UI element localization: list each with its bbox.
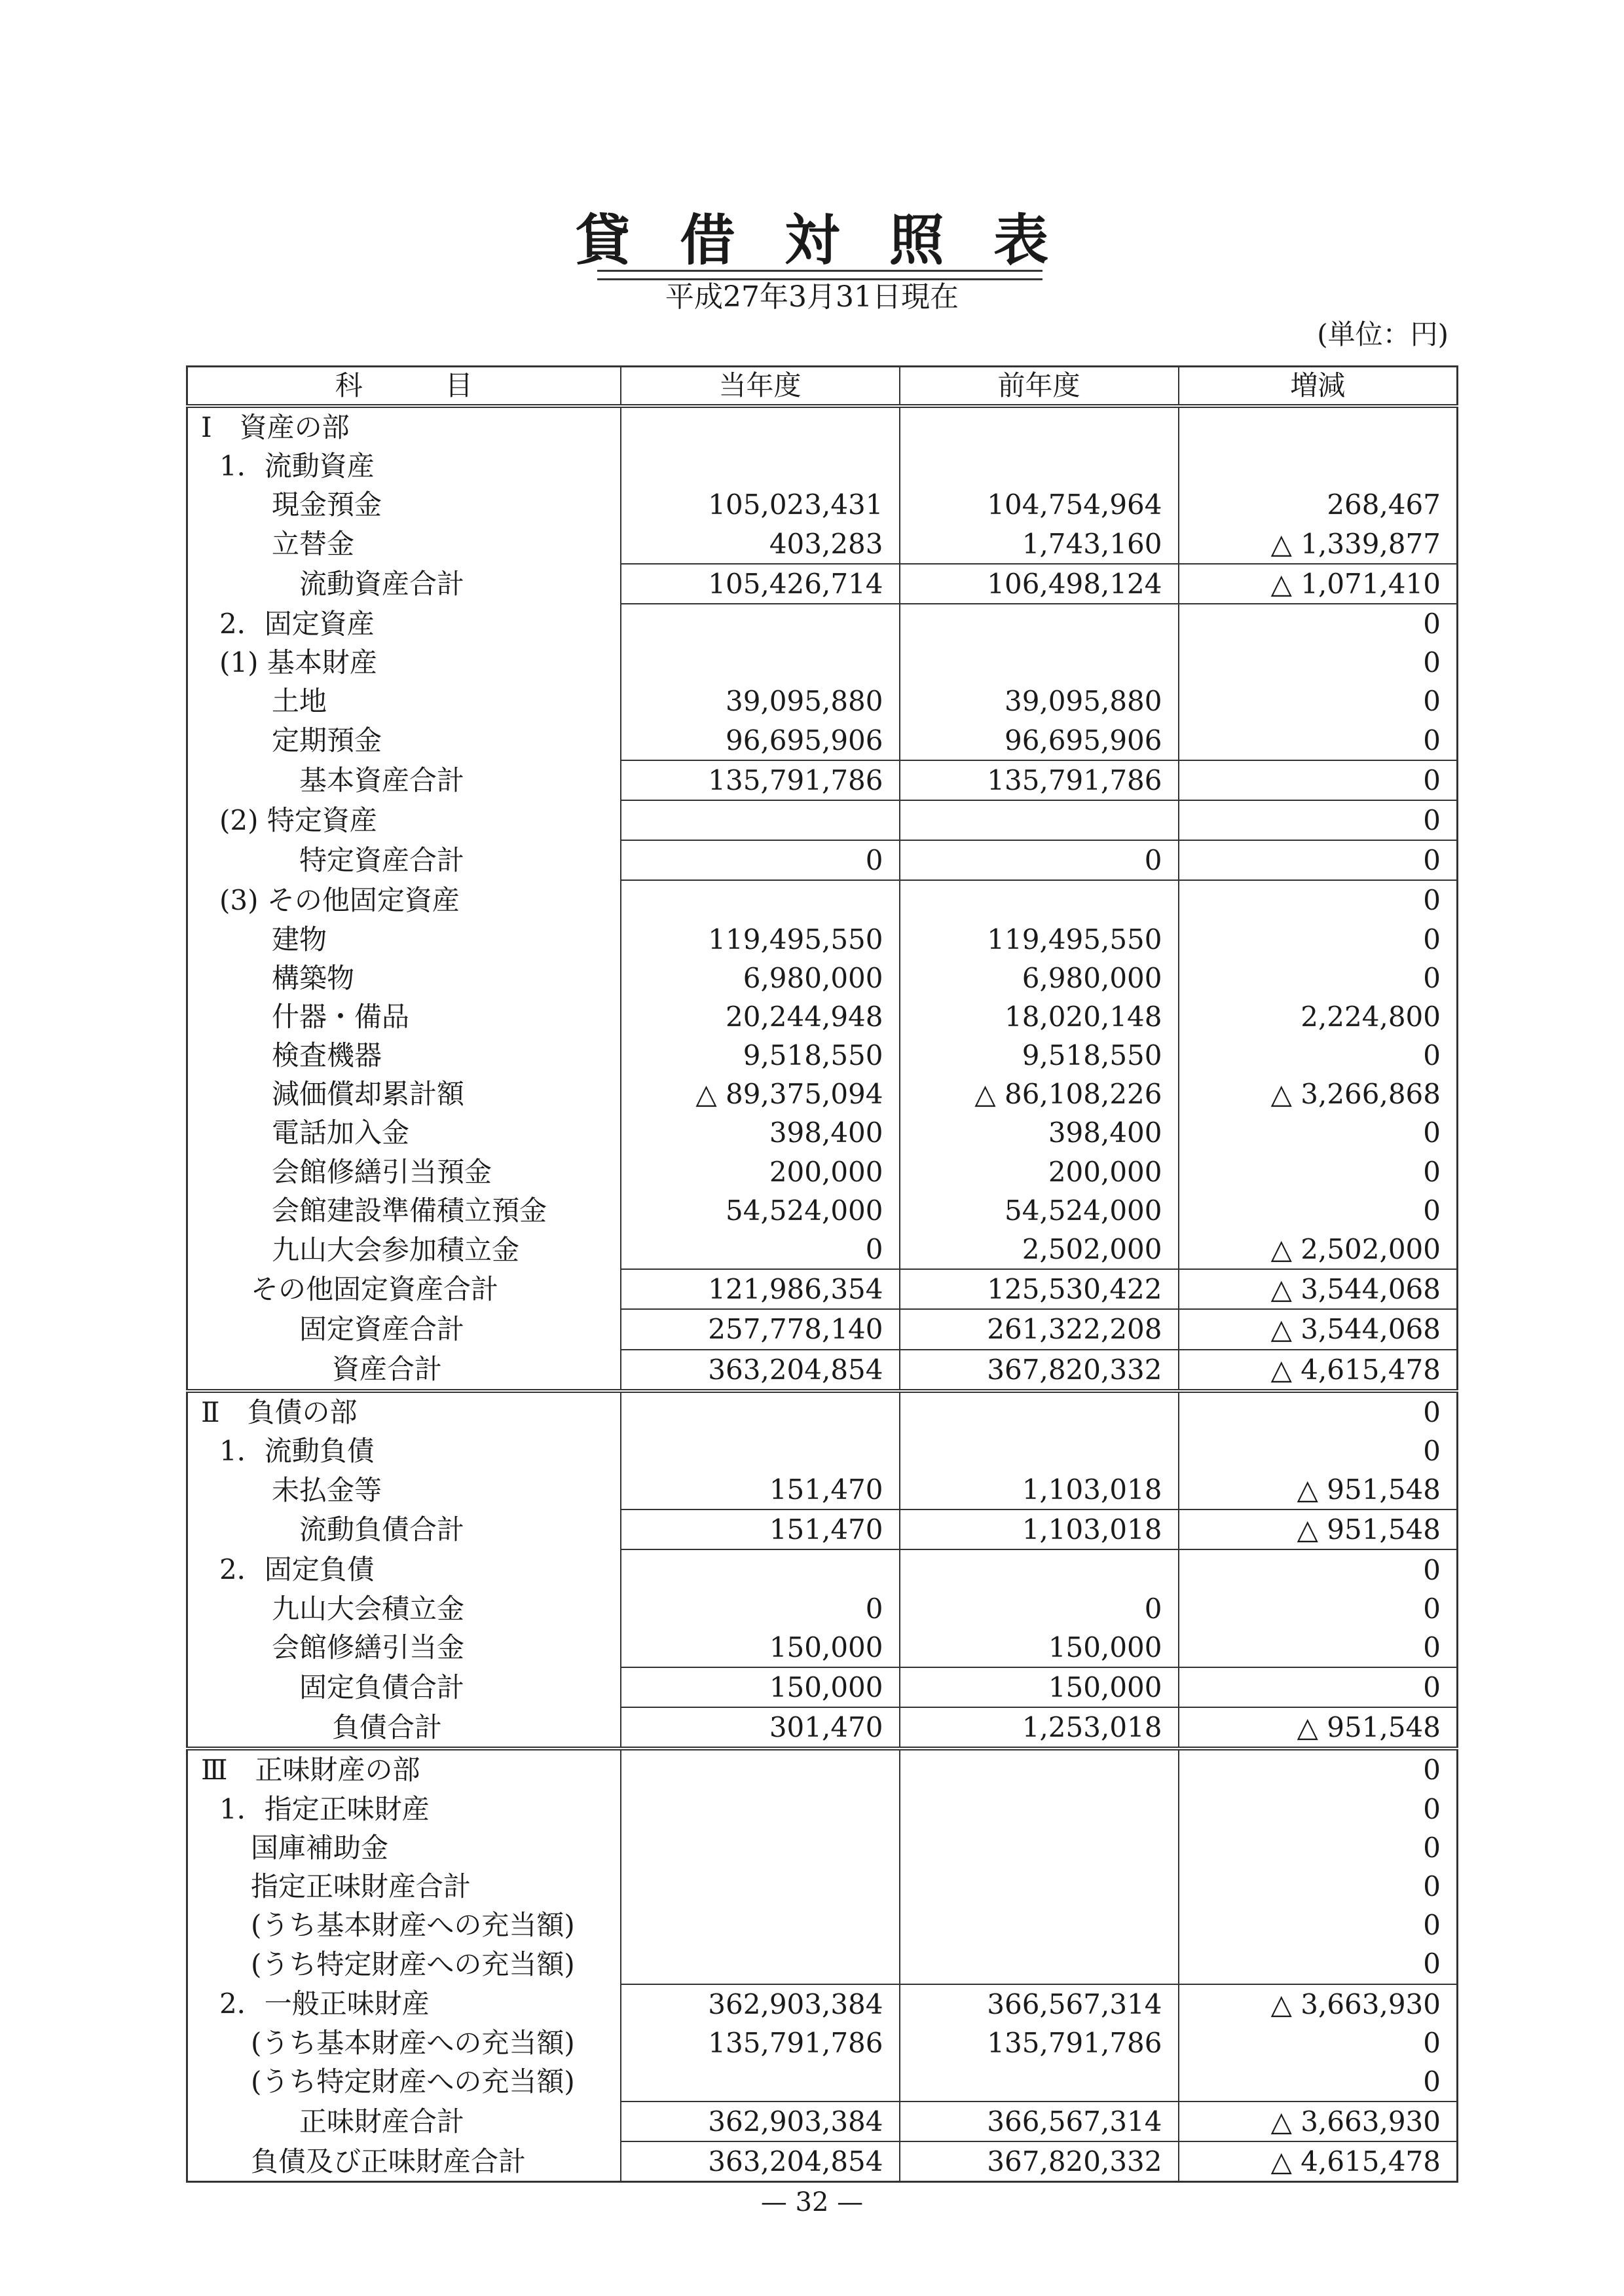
table-row — [187, 1432, 1458, 1470]
change-cell: 0 — [1179, 880, 1458, 919]
previous-year-cell: 96,695,906 — [900, 721, 1179, 760]
table-row — [187, 682, 1458, 720]
current-year-cell: 362,903,384 — [621, 2102, 900, 2141]
table-row — [187, 1790, 1458, 1828]
account-cell: (2) 特定資産 — [187, 800, 621, 840]
change-cell: △ 4,615,478 — [1179, 2141, 1458, 2182]
current-year-cell — [621, 1828, 900, 1867]
account-cell: 流動資産合計 — [187, 564, 621, 604]
account-cell: 構築物 — [187, 959, 621, 997]
table-row — [187, 1549, 1458, 1589]
table-row — [187, 564, 1458, 604]
change-cell: 0 — [1179, 1153, 1458, 1191]
account-cell: 特定資産合計 — [187, 840, 621, 880]
account-cell: 減価償却累計額 — [187, 1075, 621, 1113]
change-cell: △ 1,071,410 — [1179, 564, 1458, 604]
change-cell — [1179, 406, 1458, 447]
account-cell: 資産合計 — [187, 1350, 621, 1391]
account-cell: 立替金 — [187, 525, 621, 564]
previous-year-cell: 18,020,148 — [900, 997, 1179, 1036]
change-cell — [1179, 447, 1458, 485]
current-year-cell: 54,524,000 — [621, 1191, 900, 1230]
account-cell: 定期預金 — [187, 721, 621, 760]
table-row — [187, 840, 1458, 880]
previous-year-cell: 135,791,786 — [900, 2024, 1179, 2062]
account-cell: 国庫補助金 — [187, 1828, 621, 1867]
previous-year-cell: 0 — [900, 1589, 1179, 1628]
current-year-cell — [621, 880, 900, 919]
table-row — [187, 1075, 1458, 1113]
account-cell: (うち特定財産への充当額) — [187, 1944, 621, 1984]
current-year-cell: 135,791,786 — [621, 760, 900, 800]
account-cell: 2．固定資産 — [187, 604, 621, 643]
page-number: — 32 — — [760, 2187, 864, 2217]
change-cell: △ 3,544,068 — [1179, 1309, 1458, 1349]
previous-year-cell — [900, 2062, 1179, 2102]
previous-year-cell: 261,322,208 — [900, 1309, 1179, 1349]
table-row — [187, 1230, 1458, 1269]
previous-year-cell: 1,103,018 — [900, 1509, 1179, 1549]
table-row — [187, 1309, 1458, 1349]
current-year-cell: 6,980,000 — [621, 959, 900, 997]
change-cell: 0 — [1179, 1667, 1458, 1707]
table-row — [187, 1470, 1458, 1509]
account-cell: 会館修繕引当金 — [187, 1628, 621, 1667]
change-cell: 0 — [1179, 1113, 1458, 1152]
account-cell: Ⅰ 資産の部 — [187, 406, 621, 447]
report-date: 平成27年3月31日現在 — [665, 280, 959, 314]
current-year-cell — [621, 1944, 900, 1984]
change-cell: △ 3,663,930 — [1179, 1984, 1458, 2024]
current-year-cell — [621, 2062, 900, 2102]
previous-year-cell — [900, 447, 1179, 485]
change-cell: 0 — [1179, 1867, 1458, 1906]
table-body — [187, 406, 1458, 2182]
change-cell: 0 — [1179, 1432, 1458, 1470]
previous-year-cell: 9,518,550 — [900, 1036, 1179, 1075]
title-underline — [597, 270, 1043, 280]
previous-year-cell: 150,000 — [900, 1667, 1179, 1707]
current-year-cell — [621, 1790, 900, 1828]
previous-year-cell: 6,980,000 — [900, 959, 1179, 997]
change-cell: 0 — [1179, 604, 1458, 643]
account-cell: 電話加入金 — [187, 1113, 621, 1152]
header-change: 増減 — [1179, 367, 1458, 407]
change-cell: 0 — [1179, 643, 1458, 682]
change-cell: △ 3,266,868 — [1179, 1075, 1458, 1113]
table-row — [187, 2024, 1458, 2062]
current-year-cell — [621, 1391, 900, 1432]
table-row — [187, 1828, 1458, 1867]
current-year-cell: 20,244,948 — [621, 997, 900, 1036]
change-cell: 0 — [1179, 1191, 1458, 1230]
current-year-cell — [621, 1549, 900, 1589]
table-row — [187, 447, 1458, 485]
previous-year-cell: 104,754,964 — [900, 485, 1179, 524]
current-year-cell: 363,204,854 — [621, 2141, 900, 2182]
current-year-cell — [621, 447, 900, 485]
account-cell: (うち特定財産への充当額) — [187, 2062, 621, 2102]
account-cell: 流動負債合計 — [187, 1509, 621, 1549]
current-year-cell: 257,778,140 — [621, 1309, 900, 1349]
previous-year-cell: 106,498,124 — [900, 564, 1179, 604]
table-row — [187, 721, 1458, 760]
unit-label: (単位：円) — [1317, 318, 1449, 350]
header-current-year: 当年度 — [621, 367, 900, 407]
previous-year-cell — [900, 1906, 1179, 1944]
previous-year-cell: 39,095,880 — [900, 682, 1179, 720]
current-year-cell: 119,495,550 — [621, 919, 900, 958]
current-year-cell: 150,000 — [621, 1628, 900, 1667]
current-year-cell — [621, 406, 900, 447]
previous-year-cell: 54,524,000 — [900, 1191, 1179, 1230]
current-year-cell: 363,204,854 — [621, 1350, 900, 1391]
previous-year-cell — [900, 1549, 1179, 1589]
account-cell: 負債及び正味財産合計 — [187, 2141, 621, 2182]
current-year-cell — [621, 1432, 900, 1470]
account-cell: 指定正味財産合計 — [187, 1867, 621, 1906]
previous-year-cell: 200,000 — [900, 1153, 1179, 1191]
table-row — [187, 1350, 1458, 1391]
account-cell: (うち基本財産への充当額) — [187, 1906, 621, 1944]
account-cell: (うち基本財産への充当額) — [187, 2024, 621, 2062]
account-cell: 2．固定負債 — [187, 1549, 621, 1589]
table-row — [187, 997, 1458, 1036]
previous-year-cell — [900, 1828, 1179, 1867]
account-cell: 固定負債合計 — [187, 1667, 621, 1707]
previous-year-cell: 119,495,550 — [900, 919, 1179, 958]
change-cell: △ 3,663,930 — [1179, 2102, 1458, 2141]
current-year-cell: 150,000 — [621, 1667, 900, 1707]
account-cell: 建物 — [187, 919, 621, 958]
change-cell: △ 2,502,000 — [1179, 1230, 1458, 1269]
account-cell: 未払金等 — [187, 1470, 621, 1509]
table-row — [187, 2141, 1458, 2182]
current-year-cell: 398,400 — [621, 1113, 900, 1152]
change-cell: △ 951,548 — [1179, 1707, 1458, 1749]
table-row — [187, 1269, 1458, 1309]
account-cell: 1．流動資産 — [187, 447, 621, 485]
change-cell: △ 4,615,478 — [1179, 1350, 1458, 1391]
previous-year-cell: 2,502,000 — [900, 1230, 1179, 1269]
current-year-cell — [621, 1749, 900, 1789]
current-year-cell: 151,470 — [621, 1509, 900, 1549]
account-cell: 検査機器 — [187, 1036, 621, 1075]
change-cell: 268,467 — [1179, 485, 1458, 524]
table-row — [187, 2102, 1458, 2141]
change-cell: 0 — [1179, 2024, 1458, 2062]
current-year-cell: 0 — [621, 1589, 900, 1628]
previous-year-cell: 366,567,314 — [900, 1984, 1179, 2024]
account-cell: 現金預金 — [187, 485, 621, 524]
previous-year-cell: 366,567,314 — [900, 2102, 1179, 2141]
previous-year-cell — [900, 880, 1179, 919]
current-year-cell: 403,283 — [621, 525, 900, 564]
table-row — [187, 1036, 1458, 1075]
account-cell: 固定資産合計 — [187, 1309, 621, 1349]
account-cell: その他固定資産合計 — [187, 1269, 621, 1309]
previous-year-cell: 135,791,786 — [900, 760, 1179, 800]
change-cell: 0 — [1179, 1944, 1458, 1984]
previous-year-cell: △ 86,108,226 — [900, 1075, 1179, 1113]
account-cell: Ⅲ 正味財産の部 — [187, 1749, 621, 1789]
change-cell: 0 — [1179, 840, 1458, 880]
table-row — [187, 800, 1458, 840]
change-cell: △ 3,544,068 — [1179, 1269, 1458, 1309]
change-cell: 0 — [1179, 682, 1458, 720]
previous-year-cell — [900, 1867, 1179, 1906]
current-year-cell: 362,903,384 — [621, 1984, 900, 2024]
current-year-cell — [621, 800, 900, 840]
change-cell: △ 1,339,877 — [1179, 525, 1458, 564]
change-cell: 0 — [1179, 1906, 1458, 1944]
current-year-cell: 39,095,880 — [621, 682, 900, 720]
change-cell: 2,224,800 — [1179, 997, 1458, 1036]
change-cell: △ 951,548 — [1179, 1509, 1458, 1549]
previous-year-cell: 1,743,160 — [900, 525, 1179, 564]
table-row — [187, 485, 1458, 524]
current-year-cell: 301,470 — [621, 1707, 900, 1749]
table-row — [187, 880, 1458, 919]
current-year-cell: 105,023,431 — [621, 485, 900, 524]
change-cell: 0 — [1179, 721, 1458, 760]
current-year-cell: 96,695,906 — [621, 721, 900, 760]
change-cell: 0 — [1179, 2062, 1458, 2102]
table-row — [187, 1984, 1458, 2024]
previous-year-cell — [900, 604, 1179, 643]
change-cell: 0 — [1179, 760, 1458, 800]
change-cell: △ 951,548 — [1179, 1470, 1458, 1509]
account-cell: 負債合計 — [187, 1707, 621, 1749]
previous-year-cell — [900, 643, 1179, 682]
previous-year-cell — [900, 1432, 1179, 1470]
previous-year-cell — [900, 406, 1179, 447]
change-cell: 0 — [1179, 1589, 1458, 1628]
previous-year-cell: 398,400 — [900, 1113, 1179, 1152]
header-account: 科 目 — [187, 367, 621, 407]
current-year-cell — [621, 604, 900, 643]
current-year-cell: △ 89,375,094 — [621, 1075, 900, 1113]
table-row — [187, 1667, 1458, 1707]
change-cell: 0 — [1179, 1828, 1458, 1867]
previous-year-cell: 150,000 — [900, 1628, 1179, 1667]
table-row — [187, 604, 1458, 643]
account-cell: 九山大会積立金 — [187, 1589, 621, 1628]
change-cell: 0 — [1179, 800, 1458, 840]
change-cell: 0 — [1179, 959, 1458, 997]
account-cell: 什器・備品 — [187, 997, 621, 1036]
table-row — [187, 760, 1458, 800]
page-title: 貸借対照表 — [575, 208, 1098, 272]
account-cell: 2．一般正味財産 — [187, 1984, 621, 2024]
table-row — [187, 2062, 1458, 2102]
previous-year-cell: 367,820,332 — [900, 1350, 1179, 1391]
previous-year-cell: 367,820,332 — [900, 2141, 1179, 2182]
current-year-cell: 151,470 — [621, 1470, 900, 1509]
previous-year-cell: 0 — [900, 840, 1179, 880]
account-cell: Ⅱ 負債の部 — [187, 1391, 621, 1432]
table-row — [187, 1628, 1458, 1667]
table-row — [187, 1906, 1458, 1944]
change-cell: 0 — [1179, 919, 1458, 958]
account-cell: 土地 — [187, 682, 621, 720]
account-cell: 1．指定正味財産 — [187, 1790, 621, 1828]
previous-year-cell: 1,103,018 — [900, 1470, 1179, 1509]
table-row — [187, 1191, 1458, 1230]
header-row — [187, 367, 1458, 407]
table-row — [187, 643, 1458, 682]
table-row — [187, 1867, 1458, 1906]
account-cell: 基本資産合計 — [187, 760, 621, 800]
table-row — [187, 1707, 1458, 1749]
account-cell: 九山大会参加積立金 — [187, 1230, 621, 1269]
current-year-cell: 200,000 — [621, 1153, 900, 1191]
table-row — [187, 1944, 1458, 1984]
table-row — [187, 525, 1458, 564]
table-row — [187, 1589, 1458, 1628]
current-year-cell: 135,791,786 — [621, 2024, 900, 2062]
current-year-cell: 0 — [621, 1230, 900, 1269]
current-year-cell: 121,986,354 — [621, 1269, 900, 1309]
current-year-cell: 0 — [621, 840, 900, 880]
header-previous-year: 前年度 — [900, 367, 1179, 407]
previous-year-cell — [900, 1944, 1179, 1984]
previous-year-cell — [900, 800, 1179, 840]
change-cell: 0 — [1179, 1749, 1458, 1789]
account-cell: 会館建設準備積立預金 — [187, 1191, 621, 1230]
previous-year-cell: 1,253,018 — [900, 1707, 1179, 1749]
change-cell: 0 — [1179, 1790, 1458, 1828]
current-year-cell — [621, 1867, 900, 1906]
table-row — [187, 919, 1458, 958]
table-row — [187, 959, 1458, 997]
table-row — [187, 406, 1458, 447]
previous-year-cell — [900, 1749, 1179, 1789]
account-cell: 1．流動負債 — [187, 1432, 621, 1470]
previous-year-cell — [900, 1790, 1179, 1828]
account-cell: 正味財産合計 — [187, 2102, 621, 2141]
account-cell: 会館修繕引当預金 — [187, 1153, 621, 1191]
change-cell: 0 — [1179, 1391, 1458, 1432]
table-row — [187, 1509, 1458, 1549]
table-row — [187, 1113, 1458, 1152]
previous-year-cell — [900, 1391, 1179, 1432]
account-cell: (3) その他固定資産 — [187, 880, 621, 919]
current-year-cell: 9,518,550 — [621, 1036, 900, 1075]
account-cell: (1) 基本財産 — [187, 643, 621, 682]
current-year-cell: 105,426,714 — [621, 564, 900, 604]
previous-year-cell: 125,530,422 — [900, 1269, 1179, 1309]
table-row — [187, 1391, 1458, 1432]
current-year-cell — [621, 643, 900, 682]
change-cell: 0 — [1179, 1628, 1458, 1667]
balance-sheet-table — [186, 365, 1458, 2183]
change-cell: 0 — [1179, 1036, 1458, 1075]
current-year-cell — [621, 1906, 900, 1944]
table-row — [187, 1153, 1458, 1191]
change-cell: 0 — [1179, 1549, 1458, 1589]
table-row — [187, 1749, 1458, 1789]
